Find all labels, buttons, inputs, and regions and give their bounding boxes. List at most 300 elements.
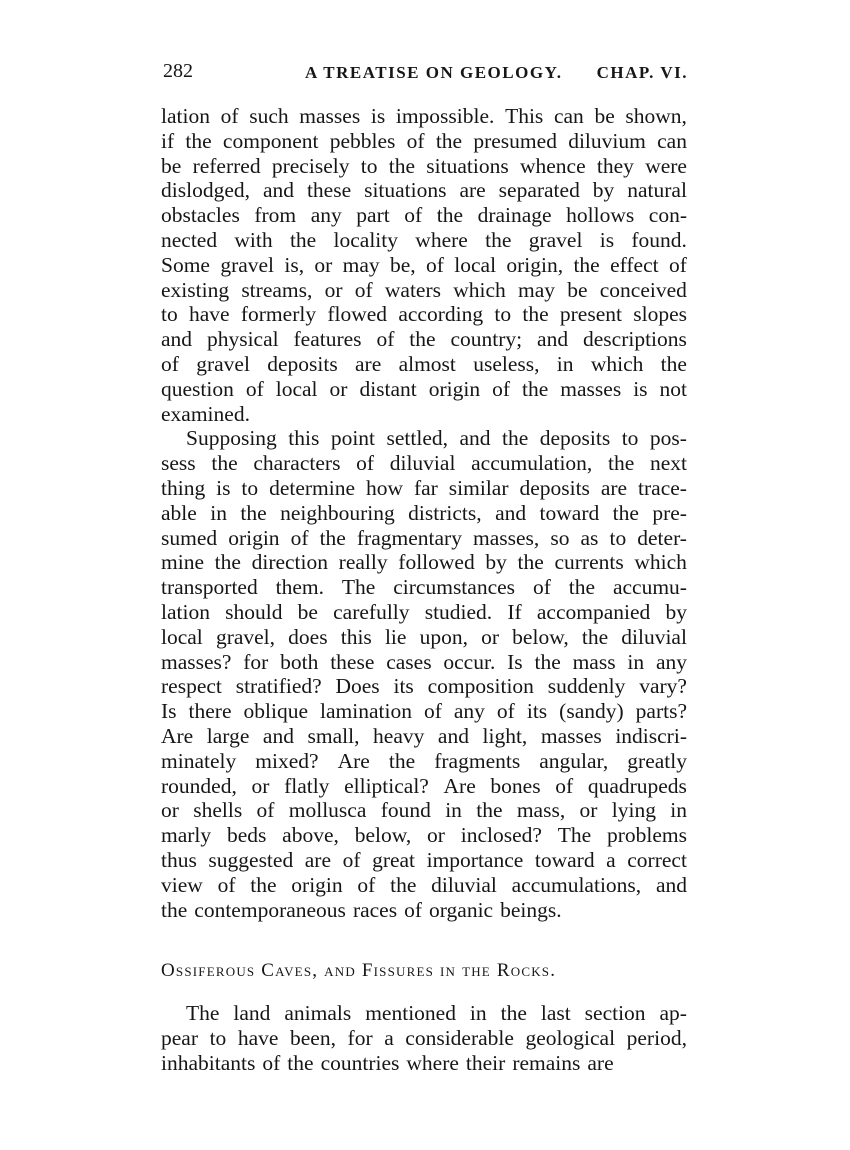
- word: masses: [560, 376, 622, 401]
- word: in: [556, 351, 574, 376]
- word: Are: [443, 773, 476, 798]
- text-line: [161, 1001, 687, 1026]
- text-line: [161, 724, 687, 749]
- word: (sandy): [559, 699, 624, 724]
- text-line: [161, 1026, 687, 1051]
- word: with: [234, 227, 273, 252]
- word: of: [492, 376, 511, 401]
- word: correct: [627, 847, 687, 872]
- word: were: [645, 153, 687, 178]
- word: mentioned: [365, 1001, 456, 1025]
- word: great: [372, 847, 416, 872]
- word: and: [495, 500, 527, 525]
- word: are: [304, 847, 332, 872]
- word: the: [319, 525, 346, 550]
- word: of: [426, 252, 444, 277]
- word: any: [453, 699, 485, 724]
- word: Does: [335, 674, 380, 699]
- word: The: [341, 575, 376, 600]
- word: shells: [193, 798, 243, 823]
- word: of: [290, 525, 309, 550]
- word: of: [342, 847, 361, 872]
- word: of: [354, 277, 373, 302]
- word: found.: [631, 227, 687, 252]
- text-line: [161, 699, 687, 724]
- word: and: [161, 327, 193, 352]
- word: above,: [282, 823, 339, 848]
- word: examined.: [161, 401, 250, 426]
- text-line: [161, 873, 687, 898]
- word: to: [360, 153, 378, 178]
- word: toward: [534, 847, 595, 872]
- word: physical: [206, 327, 279, 352]
- word: or: [481, 624, 500, 649]
- word: cases: [386, 649, 432, 674]
- word: of: [356, 451, 375, 476]
- word: small,: [307, 723, 360, 748]
- word: and: [262, 178, 294, 203]
- word: marly: [161, 823, 212, 848]
- word: the: [522, 376, 549, 401]
- word: of: [220, 104, 239, 128]
- paragraph: [161, 426, 687, 922]
- word: are: [459, 178, 486, 203]
- word: accumulation,: [471, 451, 593, 476]
- word: land: [233, 1001, 271, 1025]
- word: Is: [507, 649, 523, 674]
- word: natural: [627, 178, 687, 203]
- word: their: [465, 1050, 506, 1075]
- word: should: [225, 599, 283, 624]
- word: local: [454, 252, 497, 277]
- word: waters: [384, 277, 441, 302]
- word: to: [241, 475, 259, 500]
- word: so: [550, 525, 570, 550]
- word: this: [340, 624, 372, 649]
- word: found: [380, 798, 431, 823]
- word: and: [437, 723, 469, 748]
- chapter-label: CHAP. VI.: [596, 63, 688, 82]
- word: masses: [299, 104, 361, 128]
- word: of: [376, 327, 395, 352]
- word: by: [592, 178, 615, 203]
- word: is: [370, 104, 386, 128]
- word: flatly: [284, 773, 330, 798]
- word: impossible.: [395, 104, 495, 128]
- word: and: [262, 723, 294, 748]
- word: origin: [291, 872, 343, 897]
- word: inclosed?: [460, 823, 542, 848]
- word: parts?: [635, 699, 687, 724]
- word: the: [388, 748, 416, 773]
- word: shown,: [625, 104, 687, 128]
- text-line: [161, 848, 687, 873]
- word: of: [404, 897, 423, 922]
- word: pebbles: [329, 128, 396, 153]
- word: thus: [161, 847, 197, 872]
- word: accompanied: [536, 599, 651, 624]
- word: useless,: [473, 351, 540, 376]
- word: may: [517, 277, 556, 302]
- word: features: [293, 327, 362, 352]
- text-line: [161, 476, 687, 501]
- word: fragmentary: [356, 525, 462, 550]
- word: a: [606, 847, 616, 872]
- word: masses,: [473, 525, 540, 550]
- word: Supposing: [186, 426, 277, 451]
- word: diluvial: [431, 872, 497, 897]
- text-line: [161, 129, 687, 154]
- word: or: [161, 798, 179, 823]
- word: of: [256, 798, 275, 823]
- word: fragments: [434, 748, 521, 773]
- word: country;: [450, 327, 523, 352]
- word: have: [237, 1025, 279, 1050]
- word: any: [655, 649, 687, 674]
- word: mollusca: [288, 798, 367, 823]
- word: precisely: [271, 153, 350, 178]
- word: the: [214, 550, 241, 575]
- word: and: [459, 426, 491, 451]
- word: gravel: [528, 227, 583, 252]
- text-line: [161, 526, 687, 551]
- word: considerable: [405, 1025, 514, 1050]
- word: descriptions: [583, 327, 687, 352]
- text-line: [161, 352, 687, 377]
- word: settled,: [386, 426, 448, 451]
- word: greatly: [627, 748, 687, 773]
- word: circumstances: [393, 575, 516, 600]
- word: lation: [161, 599, 210, 624]
- word: pre-: [652, 500, 687, 525]
- word: how: [366, 475, 404, 500]
- word: pear: [161, 1025, 198, 1050]
- running-title: A TREATISE ON GEOLOGY.: [305, 63, 563, 82]
- word: them.: [275, 575, 324, 600]
- word: for: [347, 1025, 373, 1050]
- word: these: [330, 649, 375, 674]
- word: of: [217, 872, 236, 897]
- word: deposits: [539, 426, 611, 451]
- word: mass,: [516, 798, 566, 823]
- word: indiscri-: [615, 723, 687, 748]
- word: really: [338, 550, 388, 575]
- word: such: [249, 104, 289, 128]
- word: period,: [626, 1025, 687, 1050]
- word: rounded,: [161, 773, 237, 798]
- word: similar: [448, 475, 509, 500]
- word: be: [161, 153, 182, 178]
- word: of: [496, 699, 515, 724]
- word: followed: [398, 550, 475, 575]
- word: been,: [290, 1025, 336, 1050]
- word: masses: [540, 723, 602, 748]
- word: the: [485, 227, 512, 252]
- text-line: [161, 253, 687, 278]
- text-line: [161, 575, 687, 600]
- word: diluvial: [621, 624, 687, 649]
- word: from: [254, 203, 297, 228]
- word: of: [555, 773, 574, 798]
- word: deter-: [637, 525, 687, 550]
- word: origin: [228, 525, 280, 550]
- word: lie: [384, 624, 407, 649]
- word: direction: [251, 550, 329, 575]
- word: nected: [161, 227, 218, 252]
- word: to: [609, 525, 627, 550]
- word: they: [596, 153, 634, 178]
- word: to: [621, 426, 639, 451]
- word: determine: [269, 475, 356, 500]
- word: of: [262, 1050, 281, 1075]
- word: lamination: [320, 699, 412, 724]
- text-line: [161, 426, 687, 451]
- text-line: [161, 154, 687, 179]
- word: be: [297, 599, 318, 624]
- word: are: [600, 475, 628, 500]
- word: dislodged,: [161, 178, 250, 203]
- word: the: [240, 500, 267, 525]
- word: which: [590, 351, 644, 376]
- word: view: [161, 872, 203, 897]
- paragraph: [161, 104, 687, 426]
- word: be,: [390, 252, 416, 277]
- text-line: [161, 451, 687, 476]
- text-line: [161, 327, 687, 352]
- word: presumed: [473, 128, 557, 153]
- text-line: [161, 774, 687, 799]
- word: diluvial: [389, 451, 456, 476]
- word: of: [532, 575, 551, 600]
- word: and: [537, 327, 569, 352]
- text-line: [161, 228, 687, 253]
- word: of: [406, 128, 425, 153]
- word: in: [627, 649, 645, 674]
- word: in: [445, 798, 462, 823]
- word: characters: [253, 451, 341, 476]
- word: oblique: [243, 699, 308, 724]
- text-line: [161, 178, 687, 203]
- word: light,: [482, 723, 528, 748]
- word: question: [161, 376, 234, 401]
- text-line: [161, 402, 687, 427]
- word: currents: [554, 550, 624, 575]
- word: next: [649, 451, 687, 476]
- word: large: [206, 723, 250, 748]
- word: Are: [161, 723, 194, 748]
- word: the: [250, 872, 277, 897]
- word: suddenly: [547, 674, 626, 699]
- word: the: [517, 550, 544, 575]
- word: are: [587, 1050, 614, 1075]
- text-line: [161, 203, 687, 228]
- word: the: [161, 897, 188, 922]
- word: of: [668, 252, 687, 277]
- word: separated: [498, 178, 580, 203]
- word: which: [634, 550, 687, 575]
- word: the: [568, 575, 596, 600]
- word: The: [186, 1001, 220, 1025]
- text-line: [161, 798, 687, 823]
- word: can: [553, 104, 584, 128]
- word: the: [390, 872, 417, 897]
- word: hollows: [566, 203, 635, 228]
- word: the: [289, 227, 317, 252]
- word: carefully: [333, 599, 410, 624]
- text-line: [161, 377, 687, 402]
- word: organic: [429, 897, 494, 922]
- word: any: [310, 203, 342, 228]
- word: part: [356, 203, 390, 228]
- word: If: [507, 599, 522, 624]
- paragraph: [161, 1001, 687, 1075]
- word: to: [494, 302, 512, 327]
- word: occur.: [443, 649, 496, 674]
- word: this: [288, 426, 320, 451]
- word: there: [188, 699, 232, 724]
- word: con-: [648, 203, 687, 228]
- text-line: [161, 749, 687, 774]
- word: almost: [398, 351, 456, 376]
- word: where: [415, 227, 468, 252]
- word: beings.: [500, 897, 562, 922]
- word: studied.: [424, 599, 493, 624]
- word: section: [584, 1001, 646, 1025]
- word: present: [559, 302, 622, 327]
- word: existing: [161, 277, 230, 302]
- word: are: [355, 351, 382, 376]
- text-line: [161, 823, 687, 848]
- word: gravel,: [215, 624, 276, 649]
- word: able: [161, 500, 197, 525]
- word: the: [608, 451, 635, 476]
- word: or: [251, 773, 270, 798]
- word: lation: [161, 104, 210, 128]
- word: by: [665, 599, 687, 624]
- word: of: [404, 203, 423, 228]
- word: problems: [606, 823, 687, 848]
- section-text: [161, 1001, 687, 1075]
- word: drainage: [477, 203, 552, 228]
- word: the: [388, 153, 416, 178]
- word: be: [567, 277, 588, 302]
- word: lying: [611, 798, 656, 823]
- word: not: [659, 376, 687, 401]
- word: quadrupeds: [587, 773, 687, 798]
- word: and: [655, 872, 687, 897]
- word: mass: [572, 649, 616, 674]
- word: the: [581, 624, 609, 649]
- word: or: [579, 798, 598, 823]
- body-text: [161, 104, 687, 922]
- text-line: [161, 302, 687, 327]
- word: or: [427, 823, 445, 848]
- word: remains: [512, 1050, 581, 1075]
- word: is: [633, 376, 648, 401]
- word: origin,: [506, 252, 564, 277]
- word: deposits: [519, 475, 590, 500]
- word: composition: [427, 674, 534, 699]
- word: angular,: [539, 748, 609, 773]
- word: slopes: [633, 302, 687, 327]
- word: of: [423, 699, 442, 724]
- word: if: [161, 128, 175, 153]
- word: is: [216, 475, 231, 500]
- word: the: [435, 128, 463, 153]
- word: thing: [161, 475, 206, 500]
- section-heading: Ossiferous Caves, and Fissures in the Rocks.: [161, 960, 557, 981]
- word: effect: [610, 252, 659, 277]
- word: is: [599, 227, 615, 252]
- word: last: [540, 1001, 571, 1025]
- word: the: [660, 351, 687, 376]
- word: or: [329, 376, 348, 401]
- word: neighbouring: [280, 500, 395, 525]
- word: is,: [284, 252, 305, 277]
- word: have: [189, 302, 230, 327]
- text-line: [161, 898, 687, 923]
- word: the: [436, 203, 464, 228]
- word: inhabitants: [161, 1050, 256, 1075]
- word: in: [210, 500, 227, 525]
- text-line: [161, 278, 687, 303]
- word: accumulations,: [511, 872, 642, 897]
- word: distant: [359, 376, 417, 401]
- word: far: [413, 475, 438, 500]
- word: gravel: [220, 252, 275, 277]
- word: a: [384, 1025, 394, 1050]
- word: ap-: [659, 1001, 687, 1025]
- word: referred: [192, 153, 261, 178]
- word: sumed: [161, 525, 218, 550]
- word: which: [453, 277, 506, 302]
- word: component: [222, 128, 319, 153]
- word: or: [314, 252, 333, 277]
- word: the: [476, 798, 503, 823]
- word: stratified?: [235, 674, 322, 699]
- word: its: [393, 674, 414, 699]
- word: to: [209, 1025, 227, 1050]
- word: of: [161, 351, 179, 376]
- word: gravel: [196, 351, 250, 376]
- text-line: [161, 1051, 687, 1076]
- word: local: [275, 376, 318, 401]
- word: conceived: [599, 277, 687, 302]
- word: situations: [426, 153, 509, 178]
- text-line: [161, 104, 687, 129]
- word: formerly: [240, 302, 317, 327]
- word: does: [288, 624, 328, 649]
- word: below,: [354, 823, 412, 848]
- word: may: [342, 252, 380, 277]
- word: the: [409, 327, 436, 352]
- word: importance: [426, 847, 524, 872]
- text-line: [161, 625, 687, 650]
- word: below,: [512, 624, 569, 649]
- word: obstacles: [161, 203, 240, 228]
- word: be: [594, 104, 615, 128]
- text-line: [161, 600, 687, 625]
- word: in: [469, 1001, 487, 1025]
- word: mixed?: [255, 748, 319, 773]
- word: the: [612, 500, 639, 525]
- word: as: [580, 525, 599, 550]
- word: geological: [525, 1025, 616, 1050]
- word: origin: [428, 376, 481, 401]
- page-number: 282: [163, 60, 193, 82]
- word: animals: [284, 1001, 352, 1025]
- word: toward: [539, 500, 600, 525]
